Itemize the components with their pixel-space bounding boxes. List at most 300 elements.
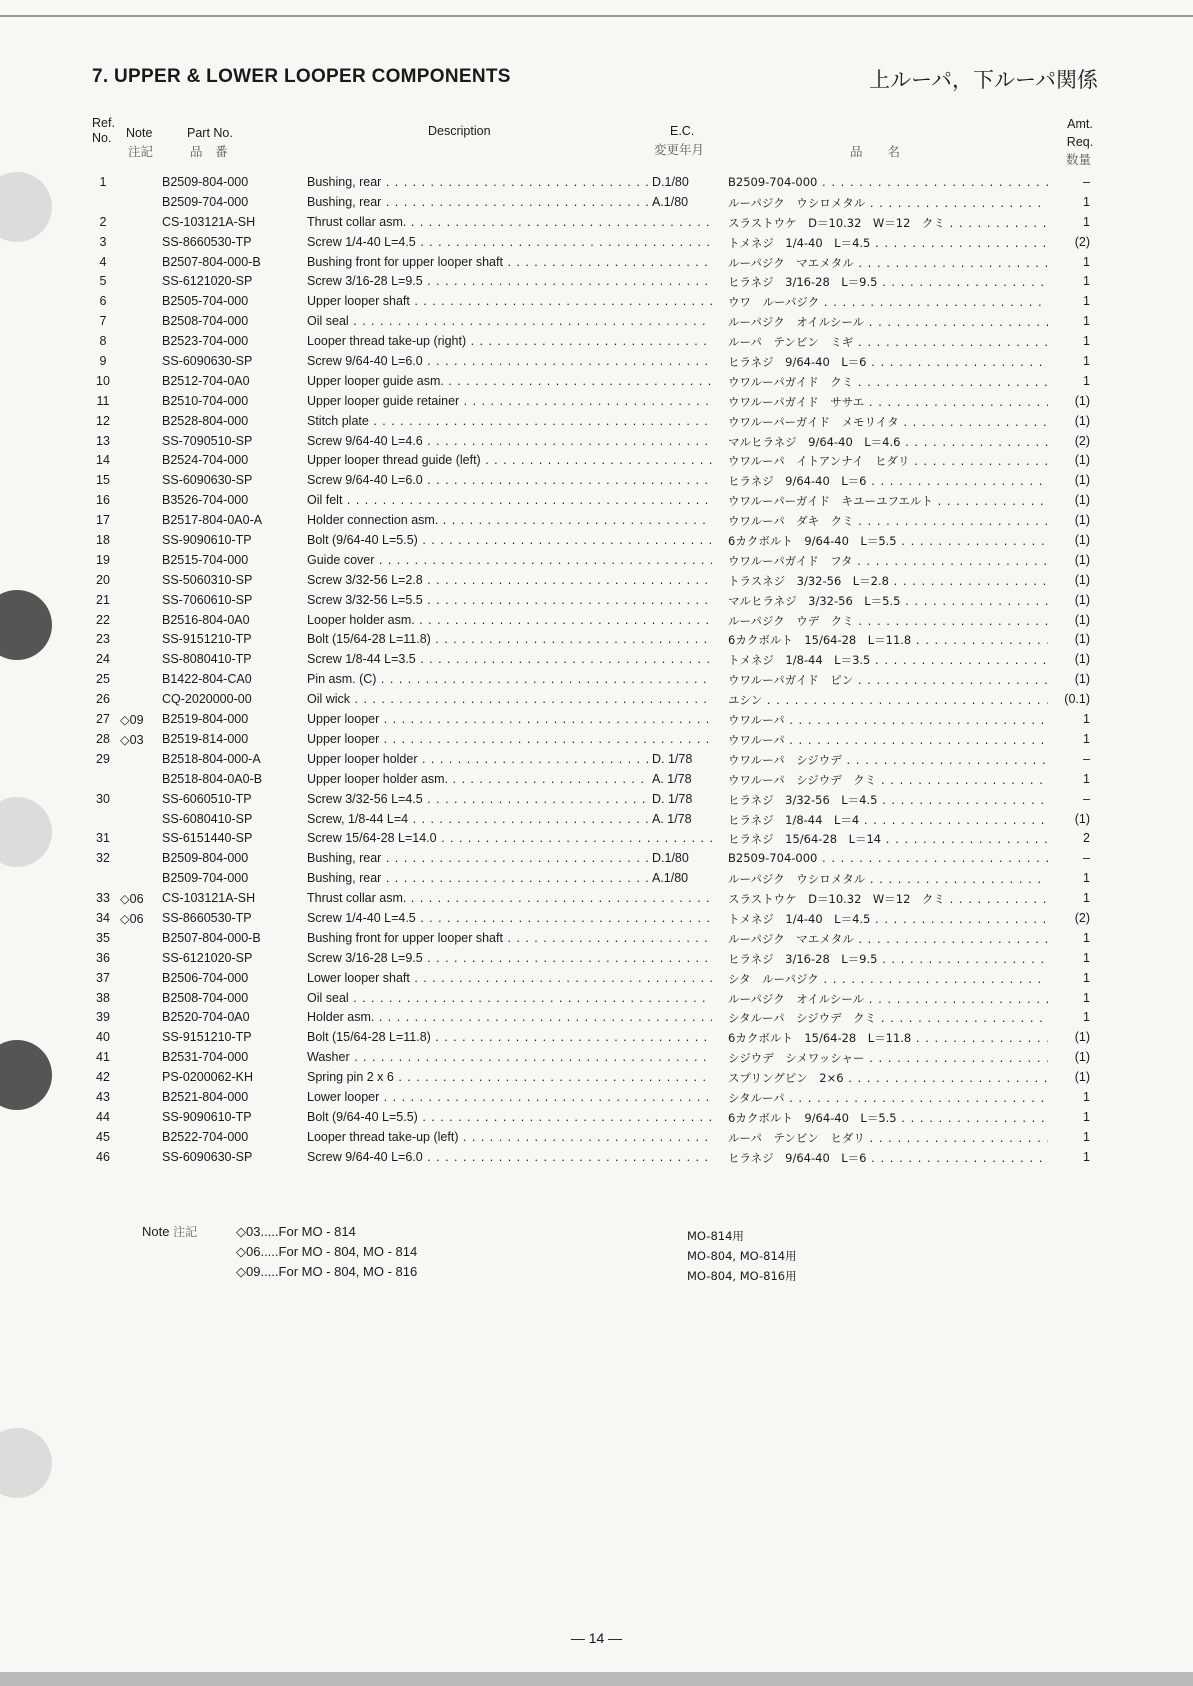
header-name-jp: 品 名 bbox=[850, 144, 901, 159]
table-row bbox=[0, 432, 1193, 452]
amount-required: (1) bbox=[1060, 473, 1090, 487]
ref-number: 39 bbox=[96, 1010, 110, 1025]
ref-number: 26 bbox=[96, 692, 110, 707]
description: Screw 9/64-40 L=6.0 . . . bbox=[307, 473, 712, 487]
part-number: B2509-704-000 bbox=[162, 871, 249, 886]
table-row bbox=[0, 909, 1193, 929]
table-row bbox=[0, 869, 1193, 889]
japanese-name: ウワルーパガイド フタ . . . bbox=[728, 553, 1048, 569]
description: Oil wick . . . bbox=[307, 692, 712, 706]
part-number: B2524-704-000 bbox=[162, 453, 249, 468]
part-number: B2518-804-000-A bbox=[162, 751, 261, 766]
part-number: CS-103121A-SH bbox=[162, 891, 256, 906]
page-title-jp: 上ルーパ，下ルーパ関係 bbox=[869, 68, 1098, 92]
amount-required: – bbox=[1060, 752, 1090, 766]
ref-number: 37 bbox=[96, 970, 110, 985]
japanese-name: ルーパジク マエメタル . . . bbox=[728, 931, 1048, 947]
description: Screw 9/64-40 L=4.6 . . . bbox=[307, 434, 712, 448]
part-number: B2518-804-0A0-B bbox=[162, 771, 263, 786]
japanese-name: ヒラネジ 3/16-28 L＝9.5 . . . bbox=[728, 274, 1048, 290]
japanese-name: スラストウケ D＝10.32 W＝12 クミ . . . bbox=[728, 215, 1048, 231]
part-number: CQ-2020000-00 bbox=[162, 692, 252, 707]
ref-number: 30 bbox=[96, 791, 110, 806]
ref-number: 38 bbox=[96, 990, 110, 1005]
amount-required: (1) bbox=[1060, 1050, 1090, 1064]
part-number: B2509-704-000 bbox=[162, 194, 249, 209]
japanese-name: ユシン . . . bbox=[728, 692, 1048, 708]
ref-number: 18 bbox=[96, 533, 110, 548]
header-ref: Ref. No. bbox=[92, 116, 115, 145]
description: Screw 1/8-44 L=3.5 . . . bbox=[307, 652, 712, 666]
part-number: B1422-804-CA0 bbox=[162, 672, 252, 687]
japanese-name: ルーパジク ウシロメタル . . . bbox=[728, 195, 1048, 211]
part-number: SS-9151210-TP bbox=[162, 1030, 252, 1045]
ref-number: 27 bbox=[96, 712, 110, 727]
table-row bbox=[0, 1028, 1193, 1048]
table-row bbox=[0, 471, 1193, 491]
part-number: SS-9090610-TP bbox=[162, 533, 252, 548]
part-number: SS-6121020-SP bbox=[162, 274, 253, 289]
note-item: ◇09.....For MO - 804, MO - 816 bbox=[236, 1264, 418, 1279]
table-row bbox=[0, 1108, 1193, 1128]
page-title: 7. UPPER & LOWER LOOPER COMPONENTS bbox=[92, 66, 511, 87]
note-item: ◇06.....For MO - 804, MO - 814 bbox=[236, 1244, 418, 1259]
part-number: SS-8660530-TP bbox=[162, 910, 252, 925]
ref-number: 3 bbox=[99, 234, 107, 249]
japanese-name: ルーパジク オイルシール . . . bbox=[728, 991, 1048, 1007]
amount-required: (1) bbox=[1060, 812, 1090, 826]
table-row bbox=[0, 571, 1193, 591]
table-row bbox=[0, 849, 1193, 869]
table-row bbox=[0, 292, 1193, 312]
description: Thrust collar asm. . . . bbox=[307, 215, 712, 229]
amount-required: 1 bbox=[1060, 1150, 1090, 1164]
japanese-name: スラストウケ D＝10.32 W＝12 クミ . . . bbox=[728, 891, 1048, 907]
japanese-name: ヒラネジ 1/8-44 L＝4 . . . bbox=[728, 812, 1048, 828]
japanese-name: ウワルーパ . . . bbox=[728, 712, 1048, 728]
amount-required: (2) bbox=[1060, 911, 1090, 925]
description: Screw, 1/8-44 L=4 . . . bbox=[307, 812, 712, 826]
amount-required: (1) bbox=[1060, 613, 1090, 627]
part-number: SS-5060310-SP bbox=[162, 572, 253, 587]
amount-required: (1) bbox=[1060, 553, 1090, 567]
description: Thrust collar asm. . . . bbox=[307, 891, 712, 905]
japanese-name: 6カクボルト 9/64-40 L＝5.5 . . . bbox=[728, 1110, 1048, 1126]
part-number: B2519-804-000 bbox=[162, 712, 249, 727]
amount-required: (1) bbox=[1060, 632, 1090, 646]
japanese-name: ウワルーパ シジウデ . . . bbox=[728, 752, 1048, 768]
part-number: B2523-704-000 bbox=[162, 334, 249, 349]
japanese-name: ウワルーパガイド クミ . . . bbox=[728, 374, 1048, 390]
part-number: SS-6080410-SP bbox=[162, 811, 253, 826]
japanese-name: ウワルーパーガイド キユーユフエルト . . . bbox=[728, 493, 1048, 509]
header-note-jp: 注記 bbox=[128, 144, 154, 159]
description: Looper holder asm. . . . bbox=[307, 613, 712, 627]
header-description: Description bbox=[428, 124, 491, 138]
note-mark: ◇03 bbox=[120, 732, 144, 747]
japanese-name: シタ ルーパジク . . . bbox=[728, 971, 1048, 987]
amount-required: (1) bbox=[1060, 593, 1090, 607]
ref-number: 14 bbox=[96, 453, 110, 468]
amount-required: 1 bbox=[1060, 314, 1090, 328]
table-row bbox=[0, 1148, 1193, 1168]
header-part-no: Part No. bbox=[187, 126, 233, 140]
part-number: SS-6090630-SP bbox=[162, 1149, 253, 1164]
japanese-name: ヒラネジ 3/32-56 L＝4.5 . . . bbox=[728, 792, 1048, 808]
description: Screw 9/64-40 L=6.0 . . . bbox=[307, 354, 712, 368]
ref-number: 24 bbox=[96, 652, 110, 667]
description: Screw 3/16-28 L=9.5 . . . bbox=[307, 951, 712, 965]
ref-number: 21 bbox=[96, 592, 110, 607]
table-row bbox=[0, 790, 1193, 810]
table-row bbox=[0, 253, 1193, 273]
header-amt: Amt. Req. bbox=[1066, 117, 1094, 149]
amount-required: 1 bbox=[1060, 1090, 1090, 1104]
description: Oil felt . . . bbox=[307, 493, 712, 507]
description: Upper looper guide asm. . . . bbox=[307, 374, 712, 388]
parts-table bbox=[0, 173, 1193, 1168]
part-number: B2509-804-000 bbox=[162, 175, 249, 189]
ec-date: A. 1/78 bbox=[650, 772, 714, 786]
amount-required: 1 bbox=[1060, 1130, 1090, 1144]
notes-jp-section bbox=[687, 1226, 797, 1286]
amount-required: (1) bbox=[1060, 513, 1090, 527]
punch-hole bbox=[0, 1428, 52, 1498]
japanese-name: ヒラネジ 9/64-40 L＝6 . . . bbox=[728, 1150, 1048, 1166]
japanese-name: 6カクボルト 9/64-40 L＝5.5 . . . bbox=[728, 533, 1048, 549]
table-row bbox=[0, 829, 1193, 849]
japanese-name: ウワルーパガイド ピン . . . bbox=[728, 672, 1048, 688]
japanese-name: スプリングピン 2×6 . . . bbox=[728, 1070, 1048, 1086]
part-number: B2506-704-000 bbox=[162, 970, 249, 985]
table-row bbox=[0, 1068, 1193, 1088]
amount-required: 1 bbox=[1060, 891, 1090, 905]
part-number: B2512-704-0A0 bbox=[162, 373, 250, 388]
description: Screw 3/16-28 L=9.5 . . . bbox=[307, 274, 712, 288]
amount-required: 1 bbox=[1060, 195, 1090, 209]
description: Upper looper . . . bbox=[307, 712, 712, 726]
table-row bbox=[0, 551, 1193, 571]
japanese-name: ルーパジク マエメタル . . . bbox=[728, 255, 1048, 271]
description: Screw 3/32-56 L=5.5 . . . bbox=[307, 593, 712, 607]
table-row bbox=[0, 730, 1193, 750]
part-number: SS-6151440-SP bbox=[162, 831, 253, 846]
part-number: B2528-804-000 bbox=[162, 413, 249, 428]
japanese-name: ルーパジク ウシロメタル . . . bbox=[728, 871, 1048, 887]
part-number: B2517-804-0A0-A bbox=[162, 513, 263, 528]
ref-number: 40 bbox=[96, 1030, 110, 1045]
ref-number: 6 bbox=[99, 294, 107, 309]
part-number: B2507-804-000-B bbox=[162, 254, 261, 269]
description: Bushing, rear . . . bbox=[307, 195, 712, 209]
japanese-name: ウワルーパーガイド メモリイタ . . . bbox=[728, 414, 1048, 430]
description: Upper looper . . . bbox=[307, 732, 712, 746]
description: Screw 1/4-40 L=4.5 . . . bbox=[307, 911, 712, 925]
description: Bushing, rear . . . bbox=[307, 871, 712, 885]
ref-number: 13 bbox=[96, 433, 110, 448]
header-note: Note bbox=[126, 126, 153, 140]
table-row bbox=[0, 630, 1193, 650]
description: Screw 3/32-56 L=2.8 . . . bbox=[307, 573, 712, 587]
amount-required: 1 bbox=[1060, 374, 1090, 388]
description: Bushing front for upper looper shaft . . . bbox=[307, 931, 712, 945]
amount-required: 1 bbox=[1060, 772, 1090, 786]
table-row bbox=[0, 312, 1193, 332]
description: Looper thread take-up (left) . . . bbox=[307, 1130, 712, 1144]
part-number: B2510-704-000 bbox=[162, 393, 249, 408]
page-number: — 14 — bbox=[570, 1630, 623, 1646]
japanese-name: トラスネジ 3/32-56 L＝2.8 . . . bbox=[728, 573, 1048, 589]
note-mark: ◇09 bbox=[120, 713, 144, 728]
table-row bbox=[0, 1008, 1193, 1028]
description: Looper thread take-up (right) . . . bbox=[307, 334, 712, 348]
japanese-name: トメネジ 1/4-40 L＝4.5 . . . bbox=[728, 235, 1048, 251]
description: Bushing front for upper looper shaft . . . bbox=[307, 255, 712, 269]
description: Upper looper thread guide (left) . . . bbox=[307, 453, 712, 467]
table-row bbox=[0, 969, 1193, 989]
part-number: B2519-814-000 bbox=[162, 731, 249, 746]
description: Holder connection asm. . . . bbox=[307, 513, 712, 527]
part-number: CS-103121A-SH bbox=[162, 214, 256, 229]
header-part-no-jp: 品 番 bbox=[190, 144, 228, 159]
header-ec-jp: 変更年月 bbox=[654, 142, 705, 157]
ref-number: 28 bbox=[96, 731, 110, 746]
description: Upper looper shaft . . . bbox=[307, 294, 712, 308]
ref-number: 2 bbox=[99, 214, 107, 229]
amount-required: (1) bbox=[1060, 1030, 1090, 1044]
description: Upper looper holder . . . bbox=[307, 752, 712, 766]
description: Pin asm. (C) . . . bbox=[307, 672, 712, 686]
ec-date: D.1/80 bbox=[650, 175, 714, 189]
part-number: SS-6090630-SP bbox=[162, 473, 253, 488]
amount-required: 1 bbox=[1060, 871, 1090, 885]
part-number: SS-8080410-TP bbox=[162, 652, 252, 667]
description: Holder asm. . . . bbox=[307, 1010, 712, 1024]
description: Screw 1/4-40 L=4.5 . . . bbox=[307, 235, 712, 249]
ref-number: 46 bbox=[96, 1149, 110, 1164]
table-row bbox=[0, 710, 1193, 730]
ref-number: 25 bbox=[96, 672, 110, 687]
part-number: B2509-804-000 bbox=[162, 851, 249, 866]
ref-number: 1 bbox=[99, 175, 107, 189]
note-mark: ◇06 bbox=[120, 911, 144, 926]
part-number: B2508-704-000 bbox=[162, 990, 249, 1005]
japanese-name: 6カクボルト 15/64-28 L＝11.8 . . . bbox=[728, 1030, 1048, 1046]
ref-number: 32 bbox=[96, 851, 110, 866]
part-number: B2521-804-000 bbox=[162, 1089, 249, 1104]
note-item-jp: MO-804, MO-814用 bbox=[687, 1249, 797, 1263]
top-edge-line bbox=[0, 15, 1193, 17]
bottom-edge-band bbox=[0, 1672, 1193, 1686]
table-row bbox=[0, 531, 1193, 551]
amount-required: 1 bbox=[1060, 354, 1090, 368]
table-row bbox=[0, 810, 1193, 830]
table-row bbox=[0, 193, 1193, 213]
part-number: B2531-704-000 bbox=[162, 1050, 249, 1065]
ref-number: 23 bbox=[96, 632, 110, 647]
description: Spring pin 2 x 6 . . . bbox=[307, 1070, 712, 1084]
part-number: B2515-704-000 bbox=[162, 552, 249, 567]
table-row bbox=[0, 1088, 1193, 1108]
table-row bbox=[0, 750, 1193, 770]
table-row bbox=[0, 889, 1193, 909]
japanese-name: ヒラネジ 15/64-28 L＝14 . . . bbox=[728, 831, 1048, 847]
part-number: B2505-704-000 bbox=[162, 294, 249, 309]
amount-required: – bbox=[1060, 792, 1090, 806]
ref-number: 31 bbox=[96, 831, 110, 846]
note-mark: ◇06 bbox=[120, 892, 144, 907]
description: Bushing, rear . . . bbox=[307, 851, 712, 865]
description: Bolt (15/64-28 L=11.8) . . . bbox=[307, 1030, 712, 1044]
ref-number: 5 bbox=[99, 274, 107, 289]
part-number: SS-6060510-TP bbox=[162, 791, 252, 806]
part-number: B2507-804-000-B bbox=[162, 930, 261, 945]
ec-date: A.1/80 bbox=[650, 871, 714, 885]
ref-number: 7 bbox=[99, 314, 107, 329]
japanese-name: シタルーパ シジウデ クミ . . . bbox=[728, 1010, 1048, 1026]
description: Stitch plate . . . bbox=[307, 414, 712, 428]
ref-number: 43 bbox=[96, 1089, 110, 1104]
table-row bbox=[0, 989, 1193, 1009]
amount-required: (1) bbox=[1060, 652, 1090, 666]
description: Screw 3/32-56 L=4.5 . . . bbox=[307, 792, 712, 806]
table-row bbox=[0, 1128, 1193, 1148]
part-number: SS-7060610-SP bbox=[162, 592, 253, 607]
amount-required: (2) bbox=[1060, 235, 1090, 249]
part-number: B3526-704-000 bbox=[162, 493, 249, 508]
ref-number: 29 bbox=[96, 751, 110, 766]
amount-required: (1) bbox=[1060, 672, 1090, 686]
table-row bbox=[0, 352, 1193, 372]
japanese-name: ウワルーパガイド ササエ . . . bbox=[728, 394, 1048, 410]
amount-required: (2) bbox=[1060, 434, 1090, 448]
japanese-name: B2509-704-000 . . . bbox=[728, 851, 1048, 865]
amount-required: – bbox=[1060, 175, 1090, 189]
ref-number: 12 bbox=[96, 413, 110, 428]
amount-required: (1) bbox=[1060, 533, 1090, 547]
ref-number: 4 bbox=[99, 254, 107, 269]
table-row bbox=[0, 272, 1193, 292]
header-amt-jp: 数量 bbox=[1066, 152, 1092, 167]
amount-required: 1 bbox=[1060, 991, 1090, 1005]
part-number: SS-9151210-TP bbox=[162, 632, 252, 647]
description: Oil seal . . . bbox=[307, 991, 712, 1005]
description: Washer . . . bbox=[307, 1050, 712, 1064]
amount-required: 1 bbox=[1060, 274, 1090, 288]
ref-number: 16 bbox=[96, 493, 110, 508]
amount-required: (1) bbox=[1060, 493, 1090, 507]
amount-required: 1 bbox=[1060, 215, 1090, 229]
part-number: B2522-704-000 bbox=[162, 1129, 249, 1144]
amount-required: 1 bbox=[1060, 255, 1090, 269]
part-number: B2508-704-000 bbox=[162, 314, 249, 329]
ref-number: 36 bbox=[96, 950, 110, 965]
table-row bbox=[0, 511, 1193, 531]
table-row bbox=[0, 1048, 1193, 1068]
ref-number: 41 bbox=[96, 1050, 110, 1065]
ref-number: 45 bbox=[96, 1129, 110, 1144]
table-row bbox=[0, 650, 1193, 670]
amount-required: 2 bbox=[1060, 831, 1090, 845]
amount-required: 1 bbox=[1060, 931, 1090, 945]
table-row bbox=[0, 392, 1193, 412]
ref-number: 20 bbox=[96, 572, 110, 587]
ref-number: 34 bbox=[96, 910, 110, 925]
part-number: SS-6090630-SP bbox=[162, 354, 253, 369]
table-row bbox=[0, 690, 1193, 710]
ref-number: 9 bbox=[99, 354, 107, 369]
amount-required: 1 bbox=[1060, 971, 1090, 985]
table-row bbox=[0, 332, 1193, 352]
amount-required: 1 bbox=[1060, 334, 1090, 348]
japanese-name: B2509-704-000 . . . bbox=[728, 175, 1048, 189]
amount-required: – bbox=[1060, 851, 1090, 865]
japanese-name: ヒラネジ 3/16-28 L＝9.5 . . . bbox=[728, 951, 1048, 967]
description: Oil seal . . . bbox=[307, 314, 712, 328]
japanese-name: ルーパ テンビン ヒダリ . . . bbox=[728, 1130, 1048, 1146]
ref-number: 8 bbox=[99, 334, 107, 349]
japanese-name: ウワルーパ シジウデ クミ . . . bbox=[728, 772, 1048, 788]
table-row bbox=[0, 372, 1193, 392]
japanese-name: シジウデ シメワッシャー . . . bbox=[728, 1050, 1048, 1066]
table-row bbox=[0, 412, 1193, 432]
description: Lower looper shaft . . . bbox=[307, 971, 712, 985]
amount-required: (1) bbox=[1060, 414, 1090, 428]
amount-required: (1) bbox=[1060, 394, 1090, 408]
japanese-name: ウワルーパ . . . bbox=[728, 732, 1048, 748]
amount-required: 1 bbox=[1060, 951, 1090, 965]
japanese-name: ウワルーパ ダキ クミ . . . bbox=[728, 513, 1048, 529]
ref-number: 35 bbox=[96, 930, 110, 945]
notes-label: Note 注記 bbox=[142, 1224, 198, 1239]
header-ec: E.C. bbox=[670, 124, 695, 138]
japanese-name: ヒラネジ 9/64-40 L＝6 . . . bbox=[728, 354, 1048, 370]
description: Bolt (9/64-40 L=5.5) . . . bbox=[307, 533, 712, 547]
ref-number: 44 bbox=[96, 1109, 110, 1124]
part-number: SS-6121020-SP bbox=[162, 950, 253, 965]
ref-number: 19 bbox=[96, 552, 110, 567]
note-item-jp: MO-814用 bbox=[687, 1229, 744, 1243]
japanese-name: ヒラネジ 9/64-40 L＝6 . . . bbox=[728, 473, 1048, 489]
amount-required: 1 bbox=[1060, 732, 1090, 746]
table-row bbox=[0, 611, 1193, 631]
table-row bbox=[0, 173, 1193, 193]
description: Upper looper holder asm. . . . bbox=[307, 772, 712, 786]
table-row bbox=[0, 233, 1193, 253]
ec-date: D. 1/78 bbox=[650, 752, 714, 766]
part-number: SS-7090510-SP bbox=[162, 433, 253, 448]
table-row bbox=[0, 591, 1193, 611]
japanese-name: ウワルーパ イトアンナイ ヒダリ . . . bbox=[728, 453, 1048, 469]
table-row bbox=[0, 949, 1193, 969]
description: Lower looper . . . bbox=[307, 1090, 712, 1104]
amount-required: 1 bbox=[1060, 1110, 1090, 1124]
note-item-jp: MO-804, MO-816用 bbox=[687, 1269, 797, 1283]
japanese-name: ウワ ルーパジク . . . bbox=[728, 294, 1048, 310]
amount-required: 1 bbox=[1060, 1010, 1090, 1024]
note-item: ◇03.....For MO - 814 bbox=[236, 1224, 356, 1239]
ref-number: 42 bbox=[96, 1070, 110, 1085]
description: Screw 15/64-28 L=14.0 . . . bbox=[307, 831, 712, 845]
ref-number: 15 bbox=[96, 473, 110, 488]
description: Bolt (9/64-40 L=5.5) . . . bbox=[307, 1110, 712, 1124]
japanese-name: トメネジ 1/4-40 L＝4.5 . . . bbox=[728, 911, 1048, 927]
part-number: SS-8660530-TP bbox=[162, 234, 252, 249]
ec-date: A. 1/78 bbox=[650, 812, 714, 826]
description: Screw 9/64-40 L=6.0 . . . bbox=[307, 1150, 712, 1164]
table-row bbox=[0, 929, 1193, 949]
ref-number: 33 bbox=[96, 891, 110, 906]
